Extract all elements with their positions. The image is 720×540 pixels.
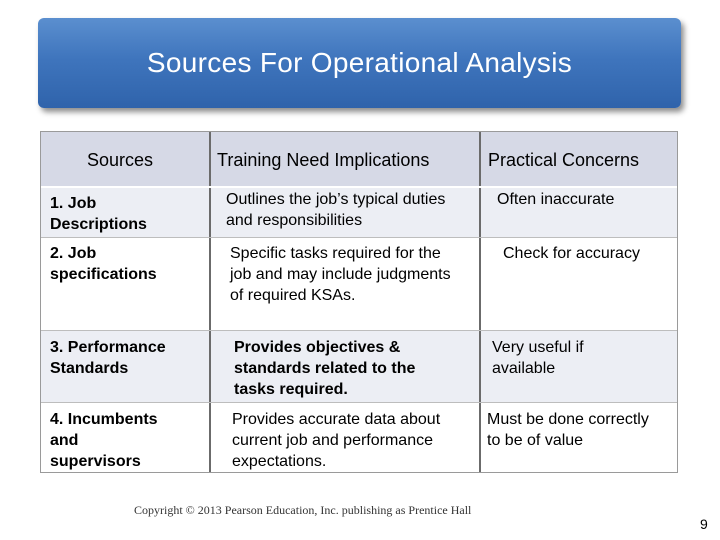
row-2-source: 2. Job specifications bbox=[50, 245, 157, 283]
row-3-source: 3. Performance Standards bbox=[50, 339, 166, 377]
page-number: 9 bbox=[700, 516, 708, 532]
row-separator bbox=[41, 237, 677, 238]
row-2-concern: Check for accuracy bbox=[503, 245, 640, 262]
row-4-implication: Provides accurate data about current job and performance expectations. bbox=[232, 411, 441, 470]
row-separator bbox=[41, 186, 677, 188]
row-1-concern: Often inaccurate bbox=[497, 191, 615, 208]
header-training-need: Training Need Implications bbox=[217, 149, 430, 170]
row-1-source: 1. Job Descriptions bbox=[50, 195, 147, 233]
copyright-notice: Copyright © 2013 Pearson Education, Inc. publishing as Prentice Hall bbox=[134, 503, 472, 517]
header-practical-concerns: Practical Concerns bbox=[488, 149, 640, 170]
column-divider-1 bbox=[209, 132, 211, 472]
header-sources: Sources bbox=[87, 149, 154, 170]
row-separator bbox=[41, 402, 677, 403]
row-4-source: 4. Incumbents and supervisors bbox=[50, 411, 158, 470]
row-2-implication: Specific tasks required for the job and may include judgments of required KSAs. bbox=[230, 245, 451, 304]
row-separator bbox=[41, 330, 677, 331]
row-3-implication: Provides objectives & standards related to the tasks required. bbox=[234, 339, 416, 398]
row-1-implication: Outlines the job’s typical duties and responsibilities bbox=[226, 191, 446, 229]
sources-table bbox=[40, 131, 678, 473]
row-4-concern: Must be done correctly to be of value bbox=[487, 411, 649, 449]
row-3-concern: Very useful if available bbox=[492, 339, 584, 377]
slide-title: Sources For Operational Analysis bbox=[38, 18, 681, 108]
